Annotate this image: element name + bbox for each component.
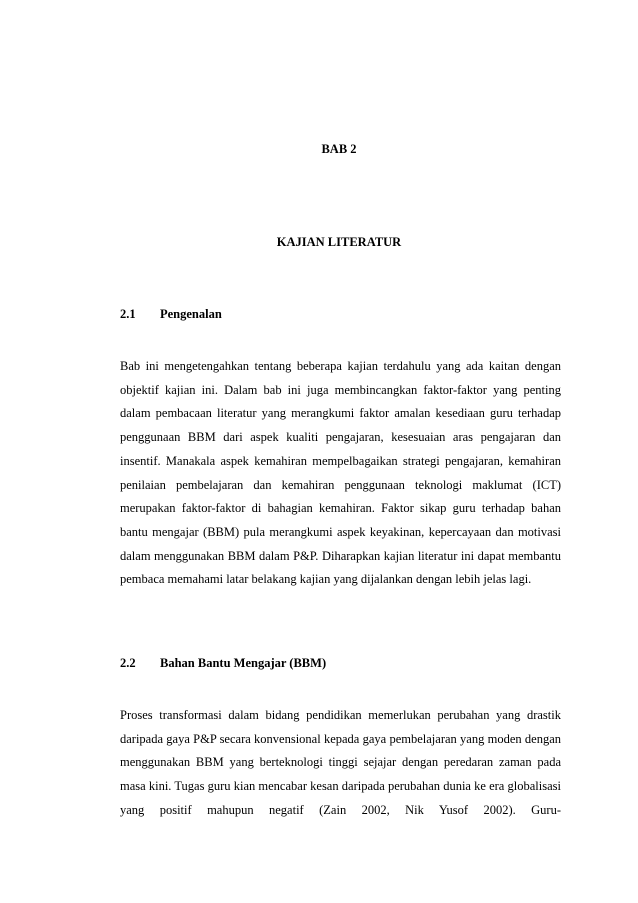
section-paragraph-pengenalan: Bab ini mengetengahkan tentang beberapa kajian terdahulu yang ada kaitan dengan objektif kajian ini. Dalam bab ini juga membincangkan faktor-faktor yang penting dalam pembacaan literatur yang merangkumi faktor amalan kesediaan guru terhadap penggunaan BBM dari aspek kualiti pengajaran, kesesuaian aras pengajaran dan insentif. Manakala aspek kemahiran mempelbagaikan strategi pengajaran, kemahiran penilaian pembelajaran dan kemahiran penggunaan teknologi maklumat (ICT) merupakan faktor-faktor di bahagian kemahiran. Faktor sikap guru terhadap bahan bantu mengajar (BBM) pula merangkumi aspek keyakinan, kepercayaan dan motivasi dalam menggunakan BBM dalam P&P. Diharapkan kajian literatur ini dapat membantu pembaca memahami latar belakang kajian yang dijalankan dengan lebih jelas lagi. — [120, 359, 561, 587]
chapter-title: KAJIAN LITERATUR — [276, 235, 402, 249]
section-paragraph-bbm: Proses transformasi dalam bidang pendidikan memerlukan perubahan yang drastik daripada gaya P&P secara konvensional kepada gaya pembelajaran yang moden dengan menggunakan BBM yang berteknologi tinggi sejajar dengan peredaran zaman pada masa kini. Tugas guru kian mencabar kesan daripada perubahan dunia ke era globalisasi yang positif mahupun negatif (Zain 2002, Nik Yusof 2002). Guru- — [120, 708, 561, 817]
section-heading-bbm — [120, 656, 326, 671]
section-heading-pengenalan — [120, 307, 222, 322]
section-number: 2.2 — [120, 656, 136, 670]
section-title: Bahan Bantu Mengajar (BBM) — [160, 656, 327, 670]
section-title: Pengenalan — [160, 307, 222, 321]
chapter-number: BAB 2 — [321, 142, 357, 156]
section-number: 2.1 — [120, 307, 136, 321]
